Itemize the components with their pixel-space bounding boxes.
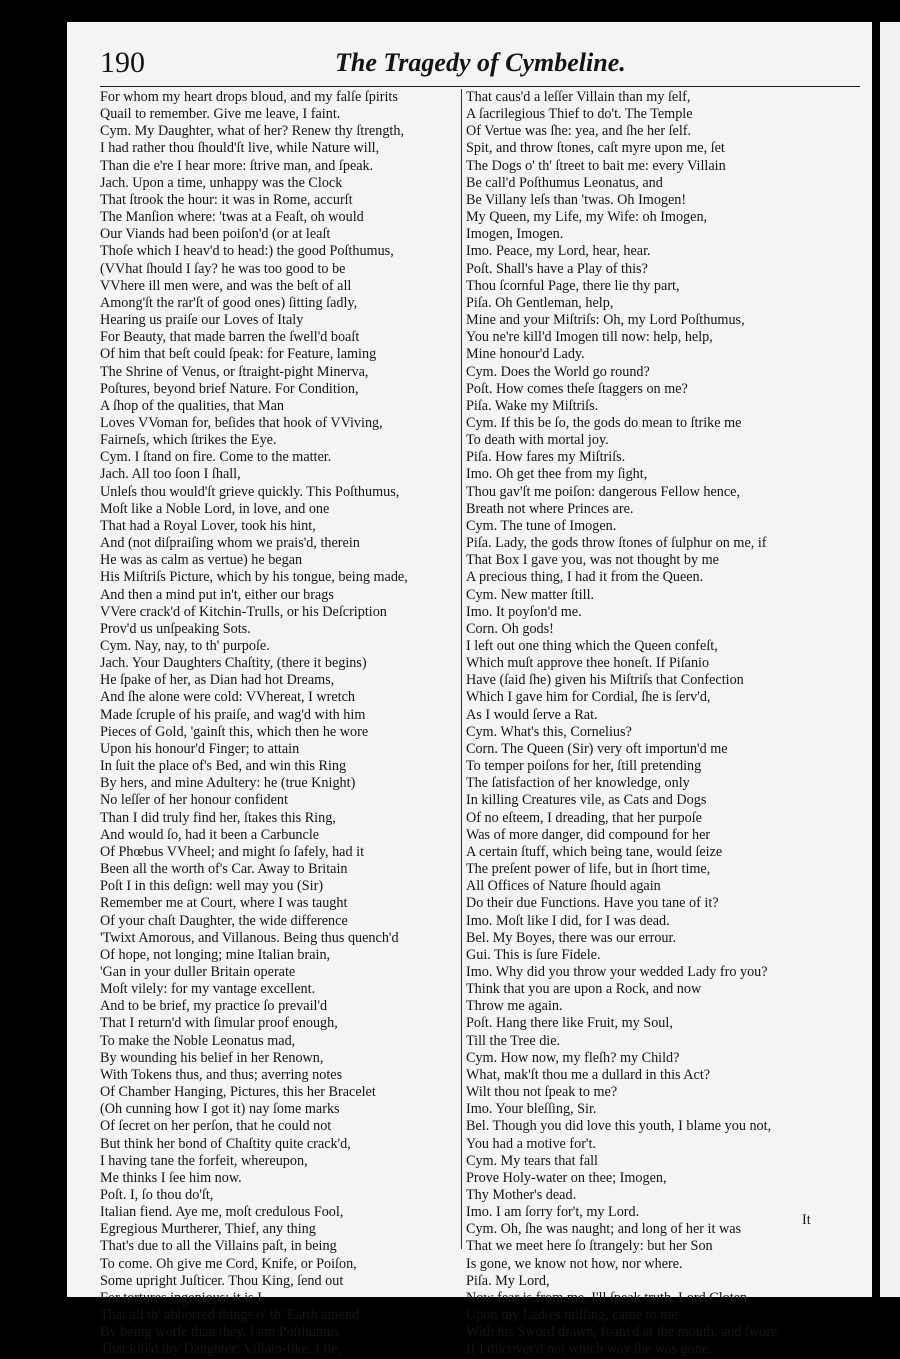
text-line: Piſa. My Lord, <box>466 1272 550 1289</box>
text-line: Remember me at Court, where I was taught <box>100 895 348 912</box>
text-line: I had rather thou ſhould'ſt live, while Nature will, <box>100 140 380 157</box>
text-line: Piſa. Wake my Miſtriſs. <box>466 397 599 414</box>
text-line: Of ſecret on her perſon, that he could not <box>100 1118 332 1135</box>
text-column-left <box>100 89 458 1359</box>
text-line: Wilt thou not ſpeak to me? <box>466 1084 618 1101</box>
text-line: Poſtures, beyond brief Nature. For Condition, <box>100 380 359 397</box>
text-line: In ſuit the place of's Bed, and win this Ring <box>100 758 347 775</box>
column-divider <box>461 89 462 1249</box>
text-line: That had a Royal Lover, took his hint, <box>100 517 316 534</box>
text-line: Imo. It poyſon'd me. <box>466 603 582 620</box>
text-line: As I would ſerve a Rat. <box>466 706 598 723</box>
text-line: That kill'd thy Daughter: Villain-like, I lie, <box>100 1341 341 1358</box>
text-line: Think that you are upon a Rock, and now <box>466 981 702 998</box>
text-line: Than I did truly find her, ſtakes this Ring, <box>100 809 336 826</box>
text-line: Of Phœbus VVheel; and might ſo ſafely, had it <box>100 843 365 860</box>
text-line: Upon his honour'd Finger; to attain <box>100 740 300 757</box>
text-line: Thoſe which I heav'd to head:) the good Poſthumus, <box>100 243 394 260</box>
text-line: Thy Mother's dead. <box>466 1187 577 1203</box>
text-line: Imogen, Imogen. <box>466 226 564 243</box>
text-line: Cym. Nay, nay, to th' purpoſe. <box>100 638 270 654</box>
text-line: Imo. Why did you throw your wedded Lady fro you? <box>466 963 768 980</box>
text-line: A certain ſtuff, which being tane, would ſeize <box>466 843 723 860</box>
text-line: In killing Creatures vile, as Cats and Dogs <box>466 792 707 809</box>
text-line: To come. Oh give me Cord, Knife, or Poiſon, <box>100 1255 357 1272</box>
text-line: With his Sword drawn, foam'd at the mouth, and ſwore <box>466 1324 778 1341</box>
text-line: That ſtrook the hour: it was in Rome, accurſt <box>100 191 353 208</box>
text-line: To temper poiſons for her, ſtill pretending <box>466 758 702 775</box>
text-line: 'Gan in your duller Britain operate <box>100 963 296 980</box>
text-line: Which I gave him for Cordial, ſhe is ſerv'd, <box>466 689 711 706</box>
text-line: But think her bond of Chaſtity quite crack'd, <box>100 1135 351 1152</box>
text-line: Been all the worth of's Car. Away to Britain <box>100 861 348 878</box>
text-line: The Dogs o' th' ſtreet to bait me: every Villain <box>466 157 726 174</box>
text-line: Among'ſt the rar'ſt of good ones) ſitting ſadly, <box>100 294 358 311</box>
text-line: Than die e're I hear more: ſtrive man, and ſpeak. <box>100 157 374 174</box>
text-line: Prov'd us unſpeaking Sots. <box>100 620 251 637</box>
text-column-right <box>466 89 861 1359</box>
facing-page-edge <box>880 22 900 1297</box>
page-number: 190 <box>100 46 145 79</box>
text-line: You ne're kill'd Imogen till now: help, help, <box>466 329 713 346</box>
text-line: Corn. The Queen (Sir) very oft importun'd me <box>466 740 728 757</box>
text-line: Cym. If this be ſo, the gods do mean to ſtrike me <box>466 414 742 431</box>
text-line: His Miſtriſs Picture, which by his tongue, being made, <box>100 569 408 586</box>
text-line: And ſhe alone were cold: VVhereat, I wretch <box>100 689 356 706</box>
text-line: A ſhop of the qualities, that Man <box>100 397 285 414</box>
text-line: Till the Tree die. <box>466 1032 561 1049</box>
text-line: Be Villany leſs than 'twas. Oh Imogen! <box>466 191 687 208</box>
text-line: Loves VVoman for, beſides that hook of VViving, <box>100 414 383 431</box>
text-line: VVhere ill men were, and was the beſt of all <box>100 277 352 294</box>
text-line: Cym. The tune of Imogen. <box>466 517 617 534</box>
text-line: Mine honour'd Lady. <box>466 346 585 363</box>
text-line: Bel. My Boyes, there was our errour. <box>466 929 677 946</box>
text-line: VVere crack'd of Kitchin-Trulls, or his Deſcription <box>100 603 387 620</box>
text-line: Cym. How now, my fleſh? my Child? <box>466 1049 680 1066</box>
text-line: You had a motive for't. <box>466 1135 596 1152</box>
text-line: Jach. All too ſoon I ſhall, <box>100 466 241 483</box>
text-line: Imo. Moſt like I did, for I was dead. <box>466 912 670 929</box>
text-line: And then a mind put in't, either our brags <box>100 586 334 603</box>
text-line: Of hope, not longing; mine Italian brain, <box>100 946 331 963</box>
text-line: By being worſe than they. I am Poſthumus, <box>100 1324 343 1341</box>
text-line: Be call'd Poſthumus Leonatus, and <box>466 174 663 191</box>
text-line: What, mak'ſt thou me a dullard in this Act? <box>466 1066 711 1083</box>
text-line: Imo. Your bleſſing, Sir. <box>466 1101 597 1118</box>
text-line: Mine and your Miſtriſs: Oh, my Lord Poſthumus, <box>466 312 745 329</box>
text-line: And (not diſpraiſing whom we prais'd, therein <box>100 535 360 552</box>
text-line: Unleſs thou would'ſt grieve quickly. This Poſthumus, <box>100 483 400 500</box>
text-line: Moſt vilely: for my vantage excellent. <box>100 981 316 998</box>
text-line: If I diſcover'd not which way ſhe was gone, <box>466 1341 712 1358</box>
text-line: That we meet here ſo ſtrangely: but her Son <box>466 1238 713 1255</box>
text-line: To death with mortal joy. <box>466 432 609 449</box>
text-line: That caus'd a leſſer Villain than my ſelf, <box>466 89 691 105</box>
text-line: With Tokens thus, and thus; averring notes <box>100 1066 343 1083</box>
text-line: Jach. Upon a time, unhappy was the Clock <box>100 174 343 191</box>
text-line: Thou gav'ſt me poiſon: dangerous Fellow hence, <box>466 483 741 500</box>
text-line: That's due to all the Villains paſt, in being <box>100 1238 337 1255</box>
text-line: Spit, and throw ſtones, caſt myre upon me, ſet <box>466 140 725 157</box>
text-line: Quail to remember. Give me leave, I faint. <box>100 106 341 123</box>
running-title: The Tragedy of Cymbeline. <box>335 48 626 77</box>
text-line: Me thinks I ſee him now. <box>100 1169 242 1186</box>
text-line: No leſſer of her honour confident <box>100 792 288 809</box>
text-line: (Oh cunning how I got it) nay ſome marks <box>100 1101 340 1118</box>
text-line: The preſent power of life, but in ſhort time, <box>466 861 711 878</box>
text-line: Do their due Functions. Have you tane of it? <box>466 895 719 912</box>
text-line: All Offices of Nature ſhould again <box>466 878 661 895</box>
text-line: Upon my Ladies miſſing, came to me <box>466 1307 678 1324</box>
catchword: It <box>802 1212 811 1228</box>
text-line: And would ſo, had it been a Carbuncle <box>100 826 320 843</box>
text-line: Poſt. I, ſo thou do'ſt, <box>100 1187 214 1203</box>
text-line: To make the Noble Leonatus mad, <box>100 1032 296 1049</box>
header-rule <box>100 86 860 87</box>
text-line: Pieces of Gold, 'gainſt this, which then he wore <box>100 723 369 740</box>
text-line: Have (ſaid ſhe) given his Miſtriſs that Confection <box>466 672 744 689</box>
text-line: Was of more danger, did compound for her <box>466 826 711 843</box>
text-line: Made ſcruple of his praiſe, and wag'd with him <box>100 706 366 723</box>
text-line: Cym. New matter ſtill. <box>466 586 595 603</box>
text-line: Some upright Juſticer. Thou King, ſend out <box>100 1272 344 1289</box>
text-line: Cym. Oh, ſhe was naught; and long of her it was <box>466 1221 742 1238</box>
text-line: Poſt. Shall's have a Play of this? <box>466 260 648 277</box>
text-line: Piſa. Lady, the gods throw ſtones of ſulphur on me, if <box>466 535 767 552</box>
text-line: Breath not where Princes are. <box>466 500 634 517</box>
text-line: Piſa. How fares my Miſtriſs. <box>466 449 626 466</box>
text-line: Cym. What's this, Cornelius? <box>466 723 632 740</box>
text-line: Poſt I in this deſign: well may you (Sir) <box>100 878 324 895</box>
text-line: The Shrine of Venus, or ſtraight-pight Minerva, <box>100 363 369 380</box>
text-line: Cym. My Daughter, what of her? Renew thy ſtrength, <box>100 123 404 140</box>
text-line: Prove Holy-water on thee; Imogen, <box>466 1169 667 1186</box>
text-line: Piſa. Oh Gentleman, help, <box>466 294 614 311</box>
text-line: That all th' abhorred things o' th' Earth amend <box>100 1307 360 1324</box>
text-line: Cym. Does the World go round? <box>466 363 650 380</box>
text-line: Corn. Oh gods! <box>466 620 554 637</box>
text-line: The ſatisfaction of her knowledge, only <box>466 775 690 792</box>
text-line: He ſpake of her, as Dian had hot Dreams, <box>100 672 335 689</box>
page-header <box>100 46 860 86</box>
text-line: Throw me again. <box>466 998 563 1015</box>
text-line: Jach. Your Daughters Chaſtity, (there it begins) <box>100 655 367 672</box>
text-line: Gui. This is ſure Fidele. <box>466 946 601 963</box>
text-line: Thou ſcornful Page, there lie thy part, <box>466 277 680 294</box>
text-line: Of no eſteem, I dreading, that her purpoſe <box>466 809 702 826</box>
text-line: Poſt. How comes theſe ſtaggers on me? <box>466 380 688 397</box>
text-line: That I return'd with ſimular proof enough, <box>100 1015 338 1032</box>
text-line: Imo. Peace, my Lord, hear, hear. <box>466 243 651 260</box>
text-line: Is gone, we know not how, nor where. <box>466 1255 683 1272</box>
text-line: Italian fiend. Aye me, moſt credulous Fool, <box>100 1204 344 1221</box>
text-line: A ſacrilegious Thief to do't. The Temple <box>466 106 693 123</box>
text-line: Poſt. Hang there like Fruit, my Soul, <box>466 1015 673 1032</box>
text-line: Imo. Oh get thee from my ſight, <box>466 466 648 483</box>
text-line: I having tane the forfeit, whereupon, <box>100 1152 308 1169</box>
text-line: Of him that beſt could ſpeak: for Feature, laming <box>100 346 377 363</box>
text-line: Our Viands had been poiſon'd (or at leaſt <box>100 226 331 243</box>
text-line: Now fear is from me, I'll ſpeak truth. Lord Cloten, <box>466 1289 751 1306</box>
text-line: For whom my heart drops bloud, and my falſe ſpirits <box>100 89 398 105</box>
text-line: For Beauty, that made barren the ſwell'd boaſt <box>100 329 360 346</box>
text-line: 'Twixt Amorous, and Villanous. Being thus quench'd <box>100 929 399 946</box>
text-line: Which muſt approve thee honeſt. If Piſanio <box>466 655 710 672</box>
text-line: Imo. I am ſorry for't, my Lord. <box>466 1204 640 1221</box>
text-line: Egregious Murtherer, Thief, any thing <box>100 1221 316 1238</box>
text-line: A precious thing, I had it from the Queen. <box>466 569 704 586</box>
text-line: Of your chaſt Daughter, the wide difference <box>100 912 348 929</box>
text-line: Hearing us praiſe our Loves of Italy <box>100 312 304 329</box>
text-line: By wounding his belief in her Renown, <box>100 1049 324 1066</box>
text-line: He was as calm as vertue) he began <box>100 552 303 569</box>
text-line: Moſt like a Noble Lord, in love, and one <box>100 500 330 517</box>
text-line: Bel. Though you did love this youth, I blame you not, <box>466 1118 772 1135</box>
text-line: Of Chamber Hanging, Pictures, this her Bracelet <box>100 1084 376 1101</box>
text-line: My Queen, my Life, my Wife: oh Imogen, <box>466 209 708 226</box>
text-line: Cym. My tears that fall <box>466 1152 598 1169</box>
text-line: Of Vertue was ſhe: yea, and ſhe her ſelf. <box>466 123 692 140</box>
text-line: For tortures ingenious: it is I <box>100 1289 262 1306</box>
text-line: I left out one thing which the Queen confeſt, <box>466 638 718 654</box>
text-line: Fairneſs, which ſtrikes the Eye. <box>100 432 277 449</box>
text-line: (VVhat ſhould I ſay? he was too good to be <box>100 260 346 277</box>
text-line: And to be brief, my practice ſo prevail'd <box>100 998 328 1015</box>
text-line: Cym. I ſtand on fire. Come to the matter. <box>100 449 332 466</box>
text-line: That Box I gave you, was not thought by me <box>466 552 719 569</box>
text-line: The Manſion where: 'twas at a Feaſt, oh would <box>100 209 364 226</box>
text-line: By hers, and mine Adultery: he (true Knight) <box>100 775 356 792</box>
